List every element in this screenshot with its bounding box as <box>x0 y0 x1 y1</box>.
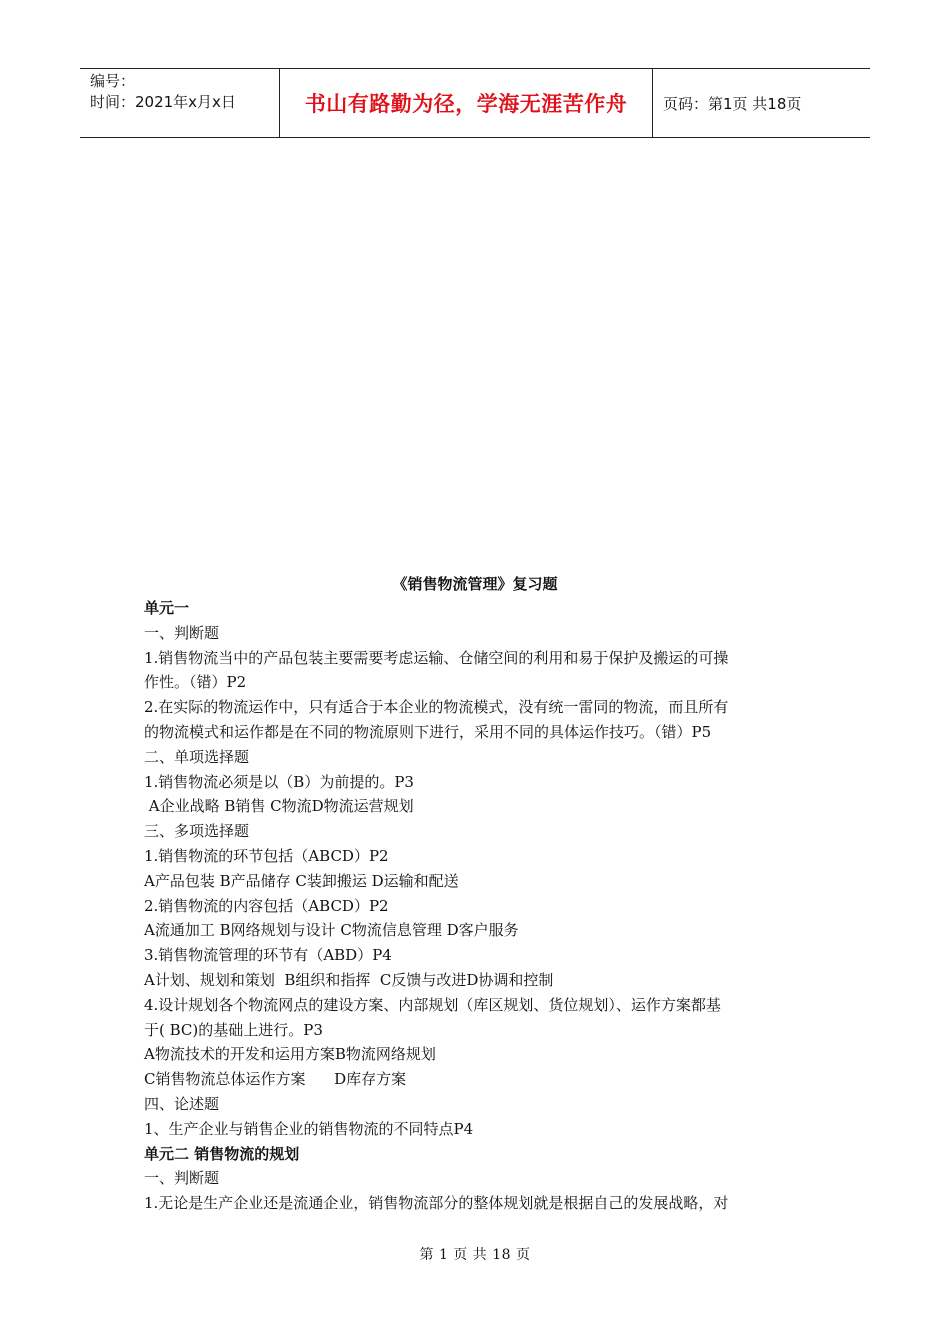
text-line: 一、判断题 <box>144 1169 220 1188</box>
page-header <box>80 68 870 138</box>
text-line: 3.销售物流管理的环节有（ABD）P4 <box>144 946 392 965</box>
date-label: 时间：2021年x月x日 <box>90 93 236 111</box>
page-footer: 第 1 页 共 18 页 <box>419 1247 531 1263</box>
text-line: 一、判断题 <box>144 623 220 642</box>
text-line: 2.在实际的物流运作中，只有适合于本企业的物流模式，没有统一雷同的物流，而且所有 <box>144 698 729 717</box>
section-heading: 单元二 销售物流的规划 <box>144 1144 300 1163</box>
header-motto: 书山有路勤为径，学海无涯苦作舟 <box>280 69 653 137</box>
text-line: A产品包装 B产品储存 C装卸搬运 D运输和配送 <box>144 871 459 890</box>
text-line: 四、论述题 <box>144 1094 220 1113</box>
text-line: 三、多项选择题 <box>144 822 250 841</box>
text-line: 1、生产企业与销售企业的销售物流的不同特点P4 <box>144 1119 474 1138</box>
document-body <box>144 596 808 1216</box>
text-line: A企业战略 B销售 C物流D物流运营规划 <box>144 797 414 816</box>
document-title: 《销售物流管理》复习题 <box>392 575 558 593</box>
text-line: 2.销售物流的内容包括（ABCD）P2 <box>144 896 389 915</box>
text-line: 1.无论是生产企业还是流通企业，销售物流部分的整体规划就是根据自己的发展战略，对 <box>144 1194 729 1213</box>
text-line: 的物流模式和运作都是在不同的物流原则下进行，采用不同的具体运作技巧。（错）P5 <box>144 722 712 741</box>
text-line: C销售物流总体运作方案 D库存方案 <box>144 1070 407 1089</box>
text-line: A物流技术的开发和运用方案B物流网络规划 <box>144 1045 436 1064</box>
text-line: 1.销售物流当中的产品包装主要需要考虑运输、仓储空间的利用和易于保护及搬运的可操 <box>144 648 729 667</box>
text-line: 二、单项选择题 <box>144 747 250 766</box>
text-line: 4.设计规划各个物流网点的建设方案、内部规划（库区规划、货位规划）、运作方案都基 <box>144 995 721 1014</box>
text-line: A计划、规划和策划 B组织和指挥 C反馈与改进D协调和控制 <box>144 970 554 989</box>
header-page-code: 页码：第1页 共18页 <box>663 94 802 113</box>
section-heading: 单元一 <box>144 599 190 617</box>
text-line: 1.销售物流的环节包括（ABCD）P2 <box>144 846 389 865</box>
text-line: 于( BC)的基础上进行。P3 <box>144 1020 323 1039</box>
serial-number-label: 编号： <box>90 72 136 90</box>
text-line: A流通加工 B网络规划与设计 C物流信息管理 D客户服务 <box>144 921 519 940</box>
text-line: 1.销售物流必须是以（B）为前提的。P3 <box>144 772 414 791</box>
header-meta <box>80 69 280 137</box>
text-line: 作性。（错）P2 <box>144 673 247 692</box>
